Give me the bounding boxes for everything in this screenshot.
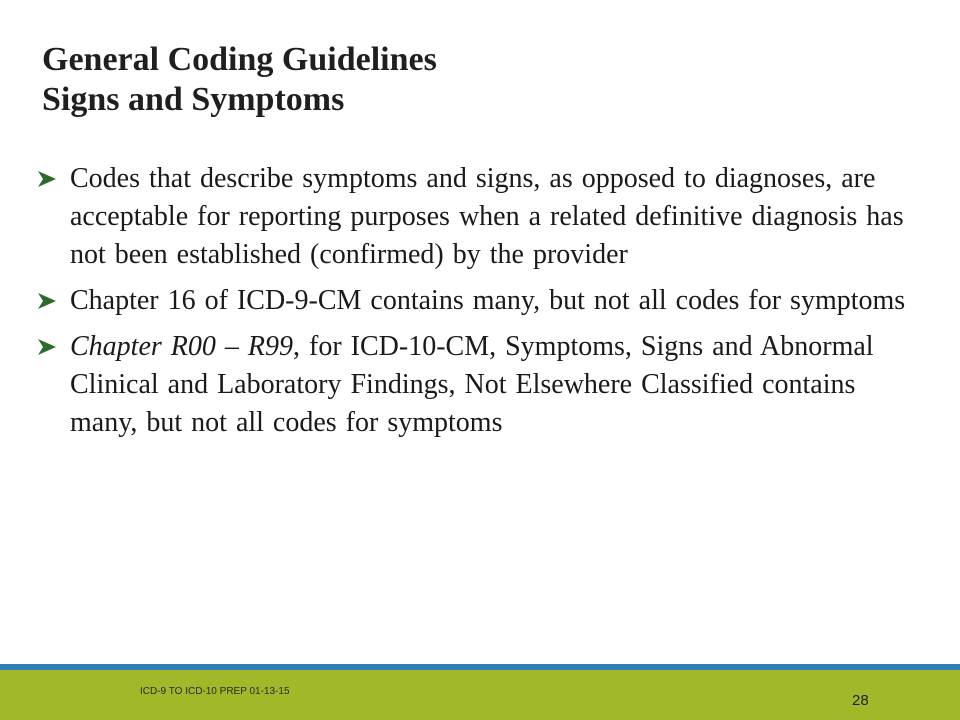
title-line-1: General Coding Guidelines: [42, 41, 437, 78]
bullet-item: [36, 282, 926, 320]
bullet-text: Chapter 16 of ICD-9-CM contains many, but not all codes for symptoms: [70, 285, 906, 316]
page-number: 28: [852, 692, 869, 709]
arrow-bullet-icon: [36, 337, 58, 357]
arrow-bullet-icon: [36, 169, 58, 189]
bullet-item: [36, 160, 926, 274]
arrow-bullet-icon: [36, 291, 58, 311]
title-line-2: Signs and Symptoms: [42, 81, 345, 118]
bullet-italic-text: Chapter R00 – R99: [70, 331, 293, 362]
bullet-list: [36, 160, 926, 450]
footer-text: ICD-9 TO ICD-10 PREP 01-13-15: [140, 686, 290, 697]
slide-title: [42, 40, 902, 120]
footer-bar: [0, 670, 960, 720]
bullet-text: Codes that describe symptoms and signs, as opposed to diagnoses, are acceptable for reporting purposes when a related definitive diagnosis has not been established (confirmed) by the provider: [70, 163, 904, 270]
bullet-text: [70, 331, 874, 438]
bullet-item: [36, 328, 926, 442]
bullet-rest-text: , for ICD-10-CM, Symptoms, Signs and Abnormal Clinical and Laboratory Findings, Not Elsewhere Classified contains many, but not all codes for symptoms: [70, 331, 874, 438]
